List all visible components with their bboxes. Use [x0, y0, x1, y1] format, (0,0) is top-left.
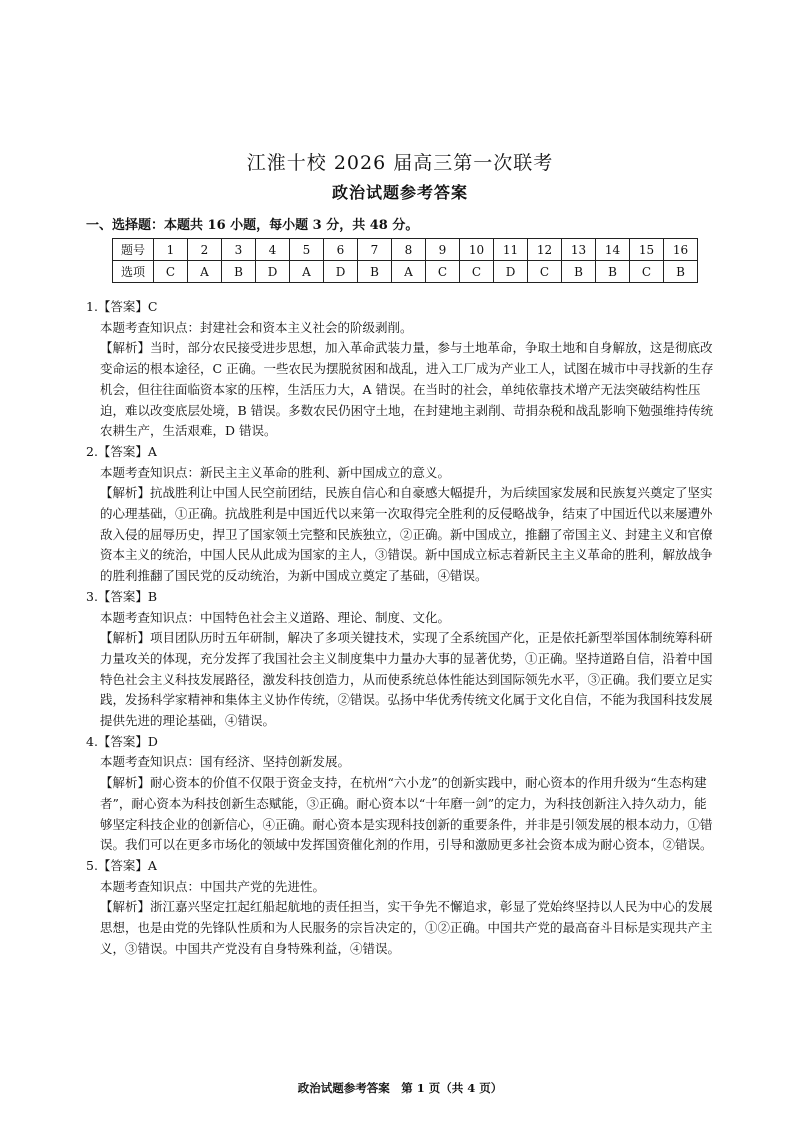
analysis-paragraph: 【解析】当时，部分农民接受进步思想，加入革命武装力量，参与土地革命，争取土地和自身解放，这是彻底改变命运的根本途径，C 正确。一些农民为摆脱贫困和战乱，进入工厂成为产业工人，试图在城市中寻找新的生存机会，但往往面临资本家的压榨，生活压力大，A 错误。在当时的社会，单纯依靠技术增产无法突破结构性压迫，难以改变底层处境，B 错误。多数农民仍困守土地，在封建地主剥削、苛捐杂税和战乱影响下勉强维持传统农耕生产，生活艰难，D 错误。 [100, 340, 714, 439]
answer-key-line: 1.【答案】C [86, 299, 158, 314]
question-number-cell: 12 [528, 239, 562, 261]
question-number-cell: 2 [188, 239, 222, 261]
knowledge-point-line: 本题考查知识点：国有经济、坚持创新发展。 [100, 754, 351, 770]
answer-option-cell: C [426, 261, 460, 283]
question-number-cell: 14 [596, 239, 630, 261]
question-number-cell: 7 [358, 239, 392, 261]
question-number-cell: 6 [324, 239, 358, 261]
answer-option-cell: B [562, 261, 596, 283]
answer-option-cell: D [256, 261, 290, 283]
question-number-cell: 10 [460, 239, 494, 261]
question-number-cell: 5 [290, 239, 324, 261]
answer-option-cell: B [358, 261, 392, 283]
row-label-option: 选项 [113, 261, 154, 283]
answer-key-line: 4.【答案】D [86, 733, 158, 749]
answer-option-cell: D [324, 261, 358, 283]
analysis-paragraph: 【解析】耐心资本的价值不仅限于资金支持，在杭州“六小龙”的创新实践中，耐心资本的作用升级为“生态构建者”，耐心资本为科技创新生态赋能，③正确。耐心资本以“十年磨一剑”的定力，为科技创新注入持久动力，能够坚定科技企业的创新信心，④正确。耐心资本是实现科技创新的重要条件，并非是引领发展的根本动力，①错误。我们可以在更多市场化的领域中发挥国资催化剂的作用，引导和激励更多社会资本成为耐心资本，②错误。 [100, 775, 713, 853]
question-number-cell: 8 [392, 239, 426, 261]
answer-key-line: 3.【答案】B [86, 588, 158, 604]
answer-explanations [86, 297, 716, 960]
answer-table [112, 238, 698, 283]
question-number-cell: 1 [154, 239, 188, 261]
answer-option-cell: C [528, 261, 562, 283]
question-number-cell: 3 [222, 239, 256, 261]
question-number-cell: 13 [562, 239, 596, 261]
knowledge-point-line: 本题考查知识点：封建社会和资本主义社会的阶级剥削。 [100, 319, 413, 335]
answer-key-line: 5.【答案】A [86, 857, 157, 873]
analysis-paragraph: 【解析】项目团队历时五年研制，解决了多项关键技术，实现了全系统国产化，正是依托新型举国体制统筹科研力量攻关的体现，充分发挥了我国社会主义制度集中力量办大事的显著优势，①正确。坚持道路自信，沿着中国特色社会主义科技发展路径，激发科技创造力，从而使系统总体性能达到国际领先水平，③正确。我们要立足实践，发扬科学家精神和集体主义协作传统，②错误。弘扬中华优秀传统文化属于文化自信，不能为我国科技发展提供先进的理论基础，④错误。 [100, 630, 713, 729]
answer-key-line: 2.【答案】A [86, 443, 157, 459]
answer-option-row [113, 261, 698, 283]
knowledge-point-line: 本题考查知识点：中国特色社会主义道路、理论、制度、文化。 [100, 609, 451, 625]
answer-option-cell: B [596, 261, 630, 283]
answer-option-cell: A [392, 261, 426, 283]
question-number-row [113, 239, 698, 261]
answer-item [86, 587, 716, 732]
answer-option-cell: A [188, 261, 222, 283]
question-number-cell: 4 [256, 239, 290, 261]
knowledge-point-line: 本题考查知识点：中国共产党的先进性。 [100, 878, 326, 894]
page-title: 江淮十校 2026 届高三第一次联考 [246, 152, 554, 174]
answer-option-cell: C [460, 261, 494, 283]
answer-option-cell: A [290, 261, 324, 283]
answer-option-cell: C [154, 261, 188, 283]
page-subtitle: 政治试题参考答案 [331, 183, 468, 202]
question-number-cell: 9 [426, 239, 460, 261]
answer-option-cell: C [630, 261, 664, 283]
knowledge-point-line: 本题考查知识点：新民主主义革命的胜利、新中国成立的意义。 [100, 464, 451, 480]
row-label-number: 题号 [113, 239, 154, 261]
answer-item [86, 856, 716, 960]
answer-option-cell: B [664, 261, 698, 283]
answer-option-cell: B [222, 261, 256, 283]
page-footer: 政治试题参考答案 第 1 页（共 4 页） [297, 1081, 503, 1095]
answer-item [86, 297, 716, 442]
section-heading: 一、选择题：本题共 16 小题，每小题 3 分，共 48 分。 [86, 218, 419, 233]
answer-item [86, 732, 716, 856]
analysis-paragraph: 【解析】浙江嘉兴坚定扛起红船起航地的责任担当，实干争先不懈追求，彰显了党始终坚持以人民为中心的发展思想，也是由党的先锋队性质和为人民服务的宗旨决定的，①②正确。中国共产党的最高奋斗目标是实现共产主义，③错误。中国共产党没有自身特殊利益，④错误。 [100, 899, 713, 956]
question-number-cell: 16 [664, 239, 698, 261]
answer-option-cell: D [494, 261, 528, 283]
analysis-paragraph: 【解析】抗战胜利让中国人民空前团结，民族自信心和自豪感大幅提升，为后续国家发展和民族复兴奠定了坚实的心理基础，①正确。抗战胜利是中国近代以来第一次取得完全胜利的反侵略战争，结束了中国近代以来屡遭外敌入侵的屈辱历史，捍卫了国家领土完整和民族独立，②正确。新中国成立，推翻了帝国主义、封建主义和官僚资本主义的统治，中国人民从此成为国家的主人，③错误。新中国成立标志着新民主主义革命的胜利，解放战争的胜利推翻了国民党的反动统治，为新中国成立奠定了基础，④错误。 [100, 485, 713, 584]
question-number-cell: 11 [494, 239, 528, 261]
answer-item [86, 442, 716, 587]
question-number-cell: 15 [630, 239, 664, 261]
